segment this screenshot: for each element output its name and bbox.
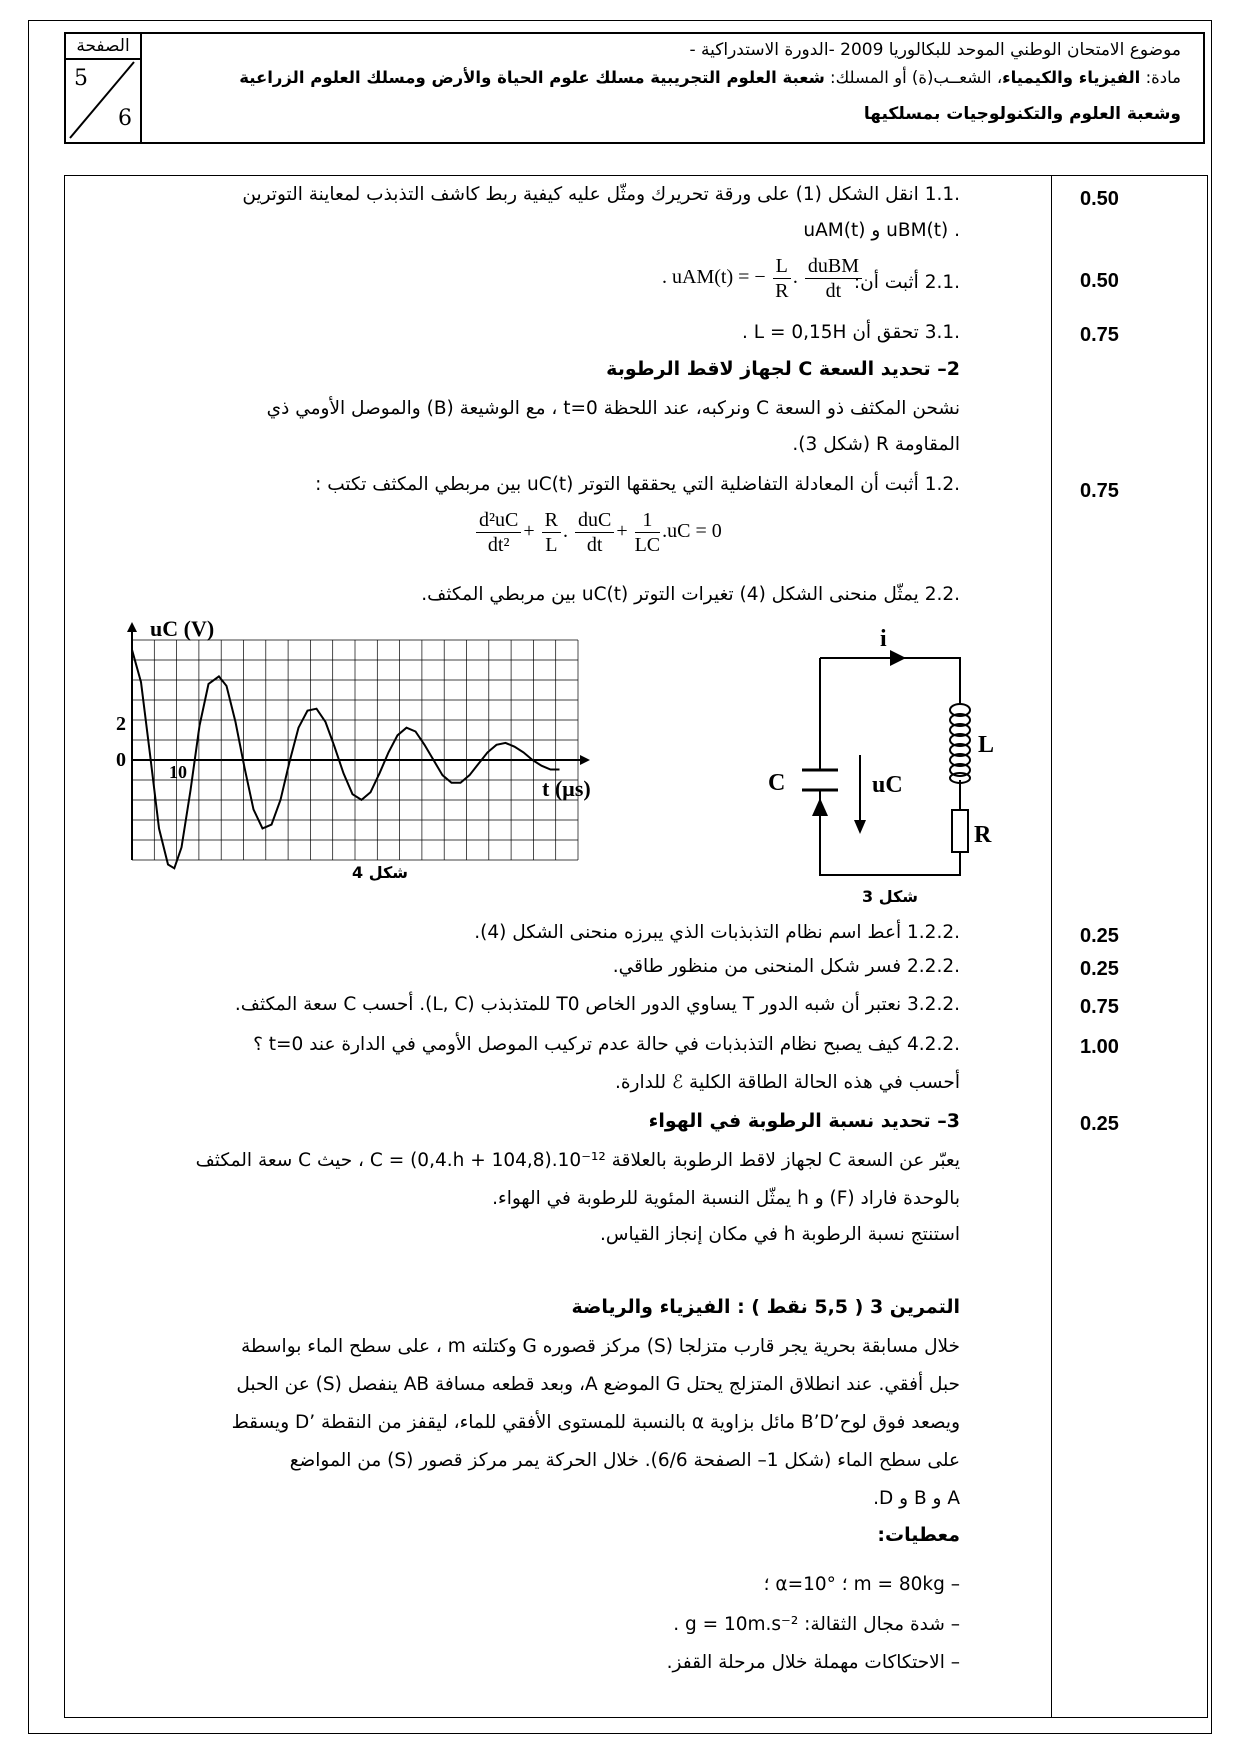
mark-1-2: 0.75 [1080,480,1119,502]
q-4-2-2-line2: أحسب في هذه الحالة الطاقة الكلية ℰ للدارة. [614,1072,960,1093]
x-axis-arrow [580,755,590,765]
section-2-title: 2– تحديد السعة C لجهاز لاقط الرطوبة [606,358,960,380]
resistor-label: R [974,822,992,848]
exercise-3-text-1: خلال مسابقة بحرية يجر قارب متزلجا (S) مركز قصوره G وكتلته m ، على سطح الماء بواسطة [240,1336,960,1357]
mark-1-1: 0.50 [1080,188,1119,210]
exercise-3-text-2: حبل أفقي. عند انطلاق المتزلج يحتل G الموضع A، وبعد قطعه مسافة AB ينفصل (S) عن الحبل [236,1374,960,1395]
data-line-1: – m = 80kg ؛ α=10° ؛ [763,1574,960,1595]
section-2-text-1: نشحن المكثف ذو السعة C ونركبه، عند اللحظة t=0 ، مع الوشيعة (B) والموصل الأومي ذي [266,398,960,419]
y-tick-2: 2 [116,713,126,735]
q-1-2-2: .1.2.2 أعط اسم نظام التذبذبات الذي يبرزه منحنى الشكل (4). [474,922,960,943]
y-tick-0: 0 [116,749,126,771]
q-2-2-2: .2.2.2 فسر شكل المنحنى من منظور طاقي. [612,956,960,977]
mark-2-1: 0.50 [1080,270,1119,292]
mark-3-1: 0.75 [1080,324,1119,346]
resistor [952,810,968,852]
marks-column-separator [1051,176,1052,1717]
charge-arrow [812,798,828,816]
x-axis-label: t (µs) [542,776,591,801]
page-number-box [66,34,142,142]
q-1-2: .1.2 أثبت أن المعادلة التفاضلية التي يحققها التوتر uC(t) بين مربطي المكثف تكتب : [315,474,960,495]
exercise-3-text-3: ويصعد فوق لوح’B’D مائل بزاوية α بالنسبة للمستوى الأفقي للماء، ليقفز من النقطة ’D ويسقط [231,1412,960,1433]
mark-2-2-2: 0.25 [1080,958,1119,980]
differential-equation: $\frac{\text{d²uC}}{\text{dt²}}$ + $\frac{R}{L}$ . $\frac{\text{duC}}{dt}$ + $\frac{1}{LC}$ .uC = 0 [474,508,722,557]
q-1-1-line1: .1.1 انقل الشكل (1) على ورقة تحريرك ومثّل عليه كيفية ربط كاشف التذبذب لمعاينة التوترين [242,184,960,205]
voltage-arrow [854,820,866,834]
page-current: 5 [74,66,88,91]
mark-3-2-2: 0.75 [1080,996,1119,1018]
section-3-title: 3– تحديد نسبة الرطوبة في الهواء [648,1110,960,1132]
voltage-label: uC [872,772,903,798]
exam-header [64,32,1205,144]
section-2-text-2: المقاومة R (شكل 3). [792,434,960,455]
q-3-2-2: .3.2.2 نعتبر أن شبه الدور T يساوي الدور الخاص T0 للمتذبذب (L, C). أحسب C سعة المكثف. [234,994,960,1015]
q-2-1-label: .2.1 أثبت أن: [853,272,960,293]
section-3-text-2: بالوحدة فاراد (F) و h يمثّل النسبة المئوية للرطوبة في الهواء. [492,1188,960,1209]
exam-subject-line: مادة: الفيزياء والكيمياء، الشعــب(ة) أو المسلك: شعبة العلوم التجريبية مسلك علوم الحياة والأرض ومسلك العلوم الزراعية [239,68,1181,87]
mark-1-2-2: 0.25 [1080,925,1119,947]
rlc-circuit-svg [750,620,1030,920]
exam-title: موضوع الامتحان الوطني الموحد للبكالوريا 2009 -الدورة الاستدراكية - [689,40,1181,60]
inductor-coil [950,704,970,783]
figure-4-chart [110,620,670,924]
figure-3-circuit [750,620,1030,924]
data-line-2: – شدة مجال الثقالة: g = 10m.s⁻² . [673,1614,960,1635]
mark-3: 0.25 [1080,1113,1119,1135]
x-tick-10: 10 [169,762,187,782]
mark-4-2-2: 1.00 [1080,1036,1119,1058]
y-axis-arrow [127,622,137,632]
page-total: 6 [118,106,132,131]
y-axis-label: uC (V) [150,620,215,641]
exercise-3-text-5: A و B و D. [873,1488,960,1509]
data-line-3: – الاحتكاكات مهملة خلال مرحلة القفز. [666,1652,960,1673]
uc-chart-svg [110,620,670,920]
q-3-1: .3.1 تحقق أن L = 0,15H . [742,322,960,343]
capacitor-label: C [768,770,786,796]
q-1-1-line2: . uBM(t) و uAM(t) [803,220,960,241]
page-label: الصفحة [66,34,140,60]
current-label: i [880,626,887,652]
section-3-text-3: استنتج نسبة الرطوبة h في مكان إنجاز القياس. [600,1224,960,1245]
inductor-label: L [978,732,995,758]
current-arrow [890,650,906,666]
exam-branch-line: وشعبة العلوم والتكنولوجيات بمسلكيها [863,104,1181,124]
data-title: معطيات: [877,1524,960,1546]
figure-3-caption: شكل 3 [861,887,919,906]
q-2-1-formula: . uAM(t) = − $\frac{L}{R}$ . $\frac{\text{duBM}}{dt}$ [662,254,864,303]
q-2-2: .2.2 يمثّل منحنى الشكل (4) تغيرات التوتر uC(t) بين مربطي المكثف. [421,584,960,605]
figure-4-caption: شكل 4 [351,863,409,882]
section-3-text-1: يعبّر عن السعة C لجهاز لاقط الرطوبة بالعلاقة C = (0,4.h + 104,8).10⁻¹² ، حيث C سعة المكثف [195,1150,960,1171]
q-4-2-2: .4.2.2 كيف يصبح نظام التذبذبات في حالة عدم تركيب الموصل الأومي في الدارة عند t=0 ؟ [253,1034,960,1055]
exercise-3-text-4: على سطح الماء (شكل 1– الصفحة 6/6). خلال الحركة يمر مركز قصور (S) من المواضع [289,1450,960,1471]
exercise-3-title: التمرين 3 ( 5,5 نقط ) : الفيزياء والرياضة [571,1296,960,1318]
